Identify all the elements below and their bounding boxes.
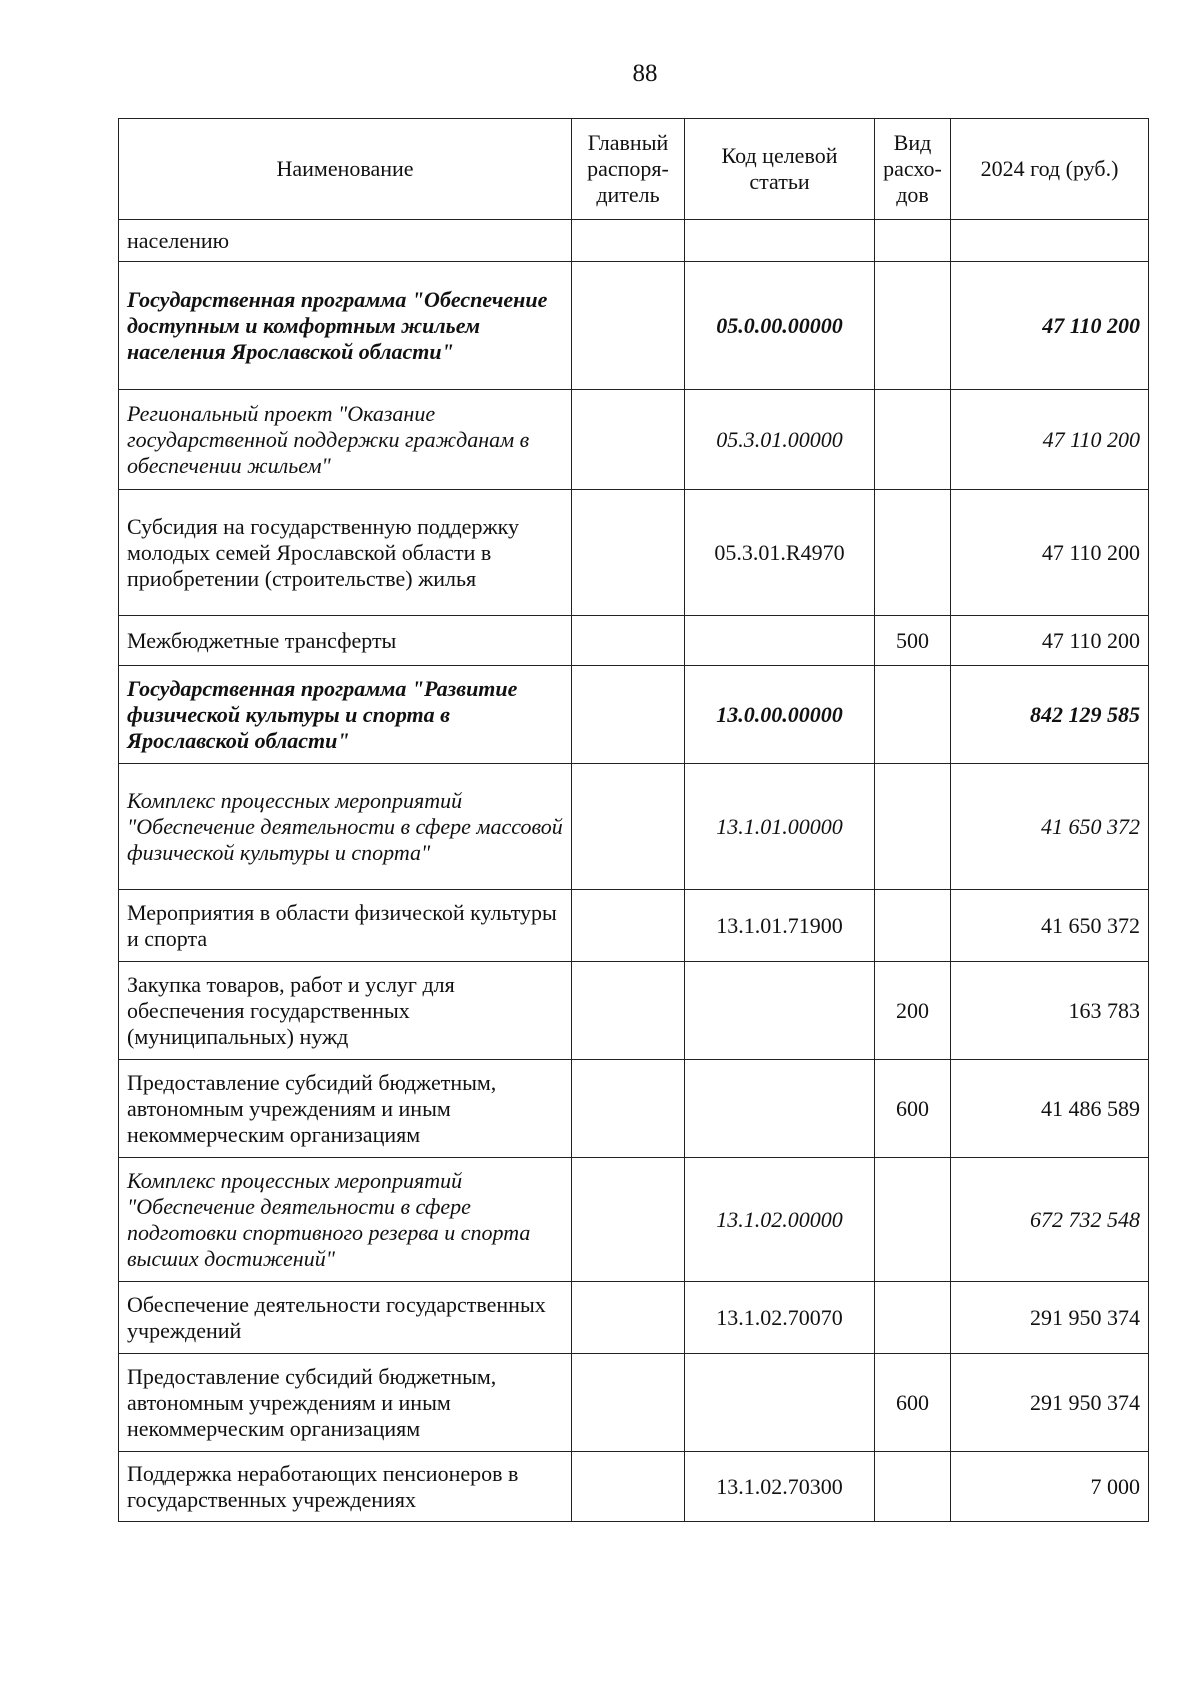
- row-amount: 842 129 585: [951, 666, 1149, 764]
- row-amount: 41 650 372: [951, 890, 1149, 962]
- row-amount: 47 110 200: [951, 616, 1149, 666]
- row-amount: 163 783: [951, 962, 1149, 1060]
- row-name: Поддержка неработающих пенсионеров в государственных учреждениях: [119, 1452, 572, 1522]
- table-row: [119, 616, 1149, 666]
- row-main-manager: [572, 262, 685, 390]
- row-amount: [951, 220, 1149, 262]
- row-code: 05.3.01.00000: [685, 390, 875, 490]
- row-code: [685, 1060, 875, 1158]
- row-kind: [875, 666, 951, 764]
- row-name: Предоставление субсидий бюджетным, автономным учреждениям и иным некоммерческим организациям: [119, 1354, 572, 1452]
- table-row: [119, 666, 1149, 764]
- row-amount: 291 950 374: [951, 1354, 1149, 1452]
- row-code: 05.0.00.00000: [685, 262, 875, 390]
- row-kind: 600: [875, 1060, 951, 1158]
- row-kind: [875, 490, 951, 616]
- table-row: [119, 764, 1149, 890]
- row-amount: 7 000: [951, 1452, 1149, 1522]
- row-name: Мероприятия в области физической культуры и спорта: [119, 890, 572, 962]
- header-amount-2024: 2024 год (руб.): [951, 119, 1149, 220]
- row-name: Субсидия на государственную поддержку молодых семей Ярославской области в приобретении (строительстве) жилья: [119, 490, 572, 616]
- row-main-manager: [572, 962, 685, 1060]
- row-name: Закупка товаров, работ и услуг для обеспечения государственных (муниципальных) нужд: [119, 962, 572, 1060]
- row-main-manager: [572, 1060, 685, 1158]
- table-row: [119, 1354, 1149, 1452]
- table-row: [119, 390, 1149, 490]
- row-main-manager: [572, 1354, 685, 1452]
- row-main-manager: [572, 764, 685, 890]
- row-main-manager: [572, 616, 685, 666]
- row-kind: [875, 1452, 951, 1522]
- row-kind: 600: [875, 1354, 951, 1452]
- table-row: [119, 220, 1149, 262]
- row-code: 13.1.01.71900: [685, 890, 875, 962]
- table-row: [119, 262, 1149, 390]
- row-kind: [875, 390, 951, 490]
- row-kind: [875, 1158, 951, 1282]
- row-code: 13.0.00.00000: [685, 666, 875, 764]
- row-code: 13.1.02.00000: [685, 1158, 875, 1282]
- row-name: Обеспечение деятельности государственных учреждений: [119, 1282, 572, 1354]
- table-header-row: [119, 119, 1149, 220]
- row-amount: 47 110 200: [951, 490, 1149, 616]
- row-main-manager: [572, 666, 685, 764]
- table-row: [119, 890, 1149, 962]
- header-target-code: Код целевой статьи: [685, 119, 875, 220]
- row-code: [685, 616, 875, 666]
- page-number: 88: [632, 60, 658, 87]
- row-code: 13.1.02.70070: [685, 1282, 875, 1354]
- table-row: [119, 962, 1149, 1060]
- table-row: [119, 1060, 1149, 1158]
- table-row: [119, 490, 1149, 616]
- header-name: Наименование: [119, 119, 572, 220]
- row-main-manager: [572, 1282, 685, 1354]
- row-name: Межбюджетные трансферты: [119, 616, 572, 666]
- row-name: населению: [119, 220, 572, 262]
- row-code: 13.1.02.70300: [685, 1452, 875, 1522]
- row-name: Предоставление субсидий бюджетным, автономным учреждениям и иным некоммерческим организациям: [119, 1060, 572, 1158]
- row-amount: 47 110 200: [951, 390, 1149, 490]
- row-name: Государственная программа "Развитие физической культуры и спорта в Ярославской области": [119, 666, 572, 764]
- row-kind: [875, 890, 951, 962]
- budget-table: [118, 118, 1149, 1522]
- row-kind: [875, 262, 951, 390]
- table-row: [119, 1282, 1149, 1354]
- row-name: Комплекс процессных мероприятий "Обеспечение деятельности в сфере массовой физической культуры и спорта": [119, 764, 572, 890]
- row-code: 05.3.01.R4970: [685, 490, 875, 616]
- row-main-manager: [572, 890, 685, 962]
- row-kind: [875, 764, 951, 890]
- row-main-manager: [572, 1452, 685, 1522]
- row-kind: 500: [875, 616, 951, 666]
- row-main-manager: [572, 220, 685, 262]
- row-amount: 291 950 374: [951, 1282, 1149, 1354]
- row-amount: 41 650 372: [951, 764, 1149, 890]
- header-expense-kind: Вид расхо-дов: [875, 119, 951, 220]
- row-name: Комплекс процессных мероприятий "Обеспечение деятельности в сфере подготовки спортивного резерва и спорта высших достижений": [119, 1158, 572, 1282]
- row-amount: 672 732 548: [951, 1158, 1149, 1282]
- row-amount: 41 486 589: [951, 1060, 1149, 1158]
- row-kind: 200: [875, 962, 951, 1060]
- row-main-manager: [572, 490, 685, 616]
- header-main-manager: Главный распоря-дитель: [572, 119, 685, 220]
- row-main-manager: [572, 1158, 685, 1282]
- row-amount: 47 110 200: [951, 262, 1149, 390]
- row-code: 13.1.01.00000: [685, 764, 875, 890]
- row-kind: [875, 1282, 951, 1354]
- table-row: [119, 1158, 1149, 1282]
- row-kind: [875, 220, 951, 262]
- row-code: [685, 220, 875, 262]
- row-name: Государственная программа "Обеспечение доступным и комфортным жильем населения Ярославской области": [119, 262, 572, 390]
- row-code: [685, 1354, 875, 1452]
- row-code: [685, 962, 875, 1060]
- row-name: Региональный проект "Оказание государственной поддержки гражданам в обеспечении жильем": [119, 390, 572, 490]
- table-row: [119, 1452, 1149, 1522]
- row-main-manager: [572, 390, 685, 490]
